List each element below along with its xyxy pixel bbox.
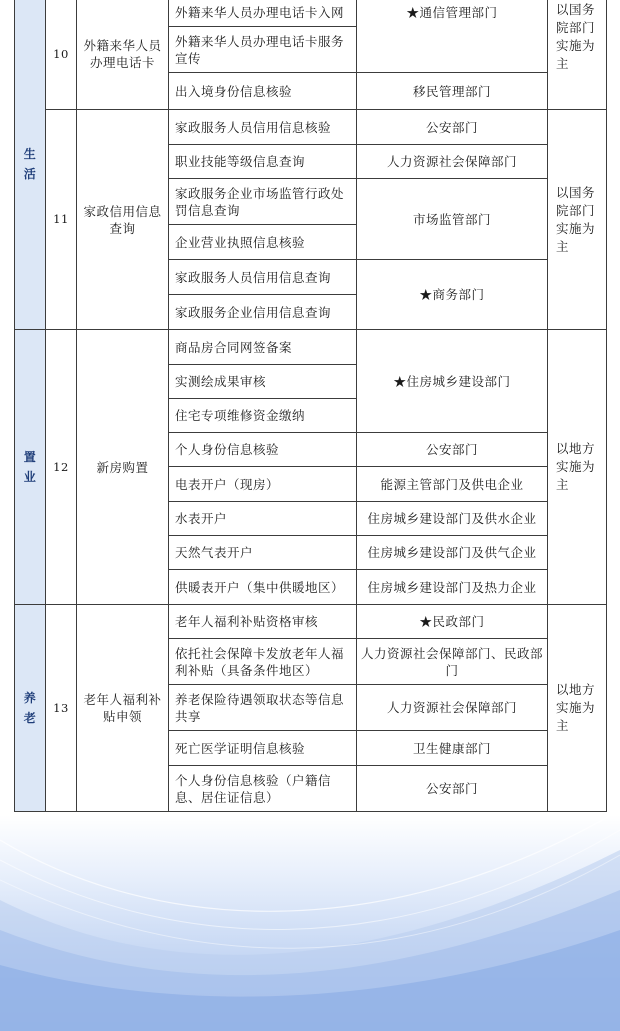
category-elderly: 养老 [15,605,46,812]
item-number: 13 [46,605,77,812]
category-life: 生活 [15,0,46,330]
table-row [15,330,607,365]
sub-item: 老年人福利补贴资格审核 [169,605,357,639]
wave-decoration [0,780,620,1031]
department: 卫生健康部门 [357,731,548,766]
service-name: 家政信用信息查询 [77,110,169,330]
sub-item: 依托社会保障卡发放老年人福利补贴（具备条件地区） [169,639,357,685]
item-number: 10 [46,0,77,110]
department: 住房城乡建设部门及热力企业 [357,570,548,605]
sub-item: 住宅专项维修资金缴纳 [169,399,357,433]
service-name: 老年人福利补贴申领 [77,605,169,812]
department: ★通信管理部门 [357,0,548,73]
sub-item: 职业技能等级信息查询 [169,145,357,179]
item-number: 12 [46,330,77,605]
department: 移民管理部门 [357,73,548,110]
department: 市场监管部门 [357,179,548,260]
sub-item: 供暖表开户（集中供暖地区） [169,570,357,605]
department: 住房城乡建设部门及供水企业 [357,502,548,536]
sub-item: 天然气表开户 [169,536,357,570]
sub-item: 家政服务人员信用信息查询 [169,260,357,295]
department: 公安部门 [357,766,548,812]
implementation-note: 以地方实施为主 [548,605,607,812]
sub-item: 家政服务人员信用信息核验 [169,110,357,145]
sub-item: 家政服务企业市场监管行政处罚信息查询 [169,179,357,225]
sub-item: 家政服务企业信用信息查询 [169,295,357,330]
table-row [15,605,607,639]
service-name: 新房购置 [77,330,169,605]
department: 人力资源社会保障部门、民政部门 [357,639,548,685]
department: 公安部门 [357,433,548,467]
sub-item: 企业营业执照信息核验 [169,225,357,260]
sub-item: 商品房合同网签备案 [169,330,357,365]
table-row [15,0,607,27]
sub-item: 外籍来华人员办理电话卡服务宣传 [169,27,357,73]
department: ★商务部门 [357,260,548,330]
sub-item: 水表开户 [169,502,357,536]
department: 公安部门 [357,110,548,145]
implementation-note: 以国务院部门实施为主 [548,0,607,110]
department: ★住房城乡建设部门 [357,330,548,433]
sub-item: 电表开户（现房） [169,467,357,502]
sub-item: 个人身份信息核验（户籍信息、居住证信息） [169,766,357,812]
category-housing: 置业 [15,330,46,605]
sub-item: 出入境身份信息核验 [169,73,357,110]
department: 人力资源社会保障部门 [357,685,548,731]
department: 住房城乡建设部门及供气企业 [357,536,548,570]
sub-item: 养老保险待遇领取状态等信息共享 [169,685,357,731]
service-table [14,0,607,812]
implementation-note: 以国务院部门实施为主 [548,110,607,330]
sub-item: 实测绘成果审核 [169,365,357,399]
department: 能源主管部门及供电企业 [357,467,548,502]
department: ★民政部门 [357,605,548,639]
department: 人力资源社会保障部门 [357,145,548,179]
sub-item: 外籍来华人员办理电话卡入网 [169,0,357,27]
table-row [15,110,607,145]
implementation-note: 以地方实施为主 [548,330,607,605]
sub-item: 死亡医学证明信息核验 [169,731,357,766]
item-number: 11 [46,110,77,330]
service-name: 外籍来华人员办理电话卡 [77,0,169,110]
sub-item: 个人身份信息核验 [169,433,357,467]
